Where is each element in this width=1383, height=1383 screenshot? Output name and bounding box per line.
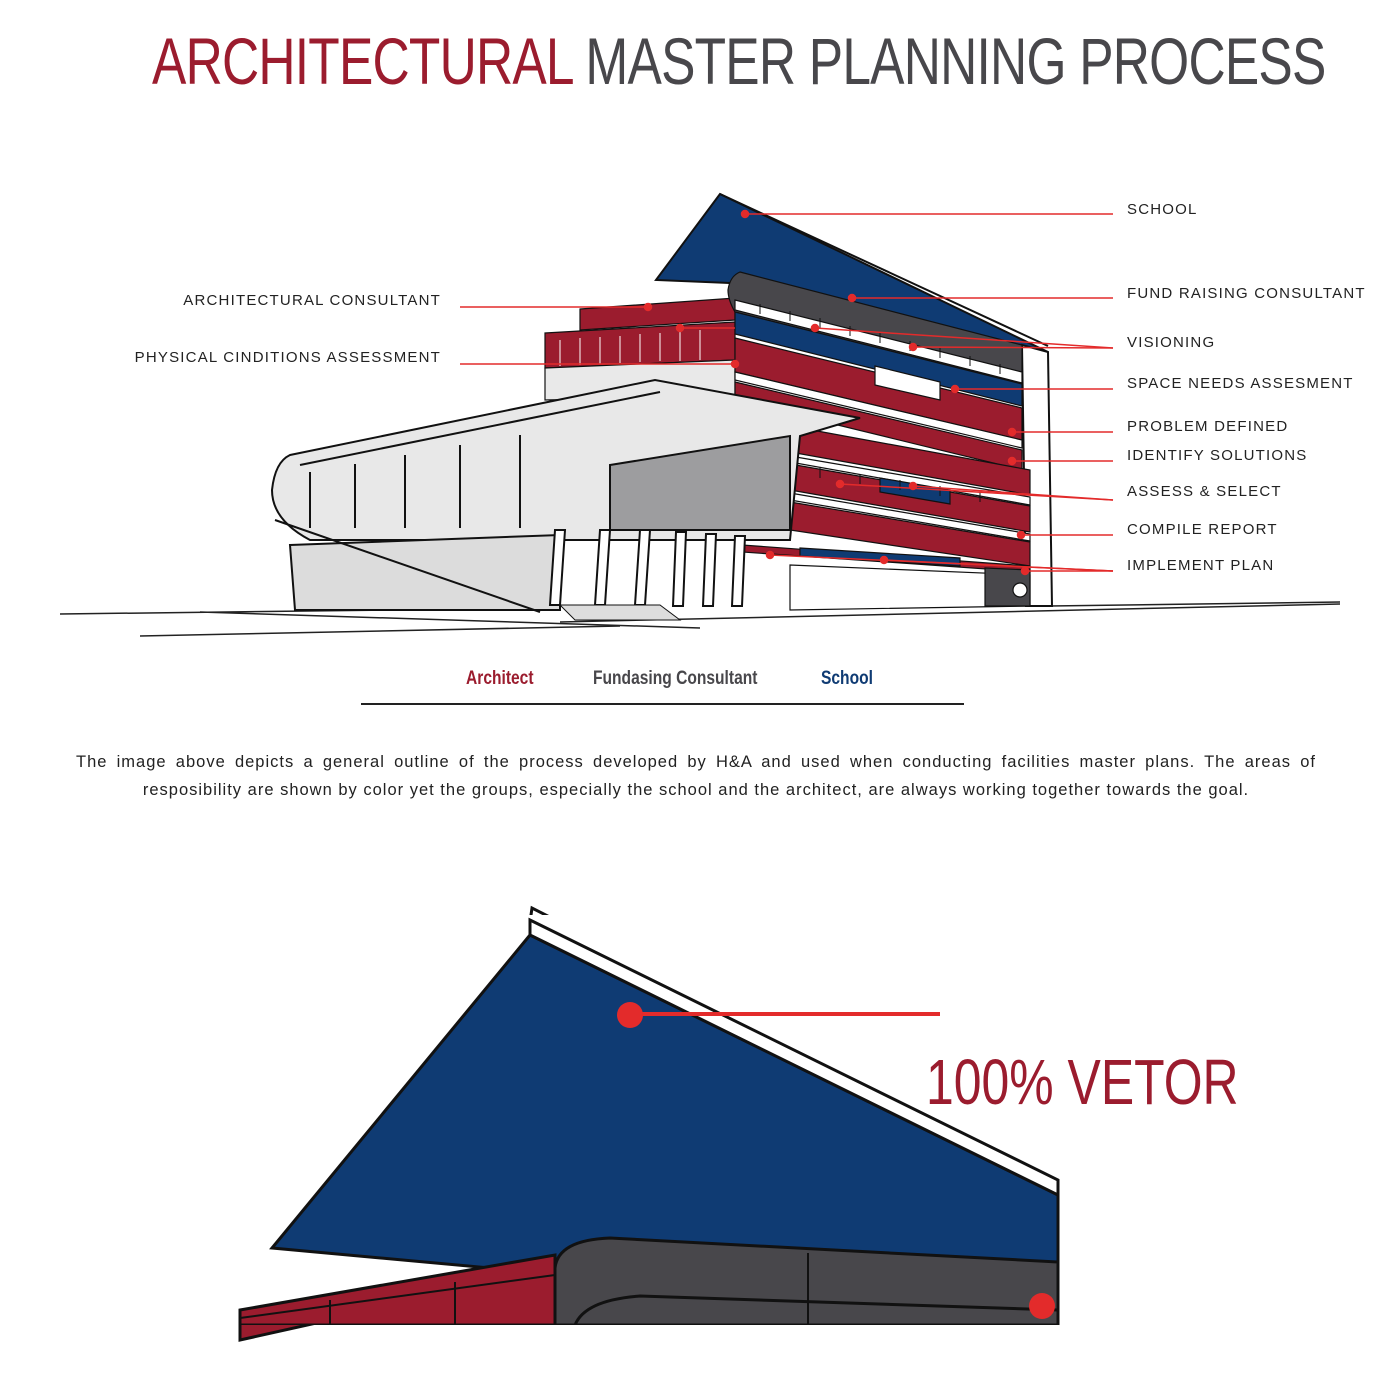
- legend-fund: Fundasing Consultant: [593, 668, 758, 689]
- label-identify-solutions: IDENTIFY SOLUTIONS: [1127, 447, 1308, 464]
- label-implement-plan: IMPLEMENT PLAN: [1127, 557, 1275, 574]
- label-space-needs: SPACE NEEDS ASSESMENT: [1127, 375, 1354, 392]
- label-problem-defined: PROBLEM DEFINED: [1127, 418, 1289, 435]
- title-rest: MASTER PLANNING PROCESS: [585, 24, 1326, 98]
- title-highlight: ARCHITECTURAL: [152, 24, 572, 98]
- legend-school: School: [821, 668, 873, 689]
- label-architectural-consultant: ARCHITECTURAL CONSULTANT: [183, 292, 441, 309]
- legend-divider: [361, 703, 964, 705]
- label-assess-select: ASSESS & SELECT: [1127, 483, 1282, 500]
- label-school: SCHOOL: [1127, 201, 1198, 218]
- description: The image above depicts a general outline of the process developed by H&A and used when conducting facilities master plans. The areas of resposibility are shown by color yet the groups, especially the school and the architect, are always working together towards the goal.: [76, 753, 1316, 799]
- label-compile-report: COMPILE REPORT: [1127, 521, 1278, 538]
- label-physical-conditions: PHYSICAL CINDITIONS ASSESSMENT: [134, 349, 441, 366]
- legend-architect: Architect: [466, 668, 534, 689]
- vector-label: 100% VETOR: [926, 1046, 1239, 1118]
- label-visioning: VISIONING: [1127, 334, 1216, 351]
- label-fund-raising: FUND RAISING CONSULTANT: [1127, 285, 1366, 302]
